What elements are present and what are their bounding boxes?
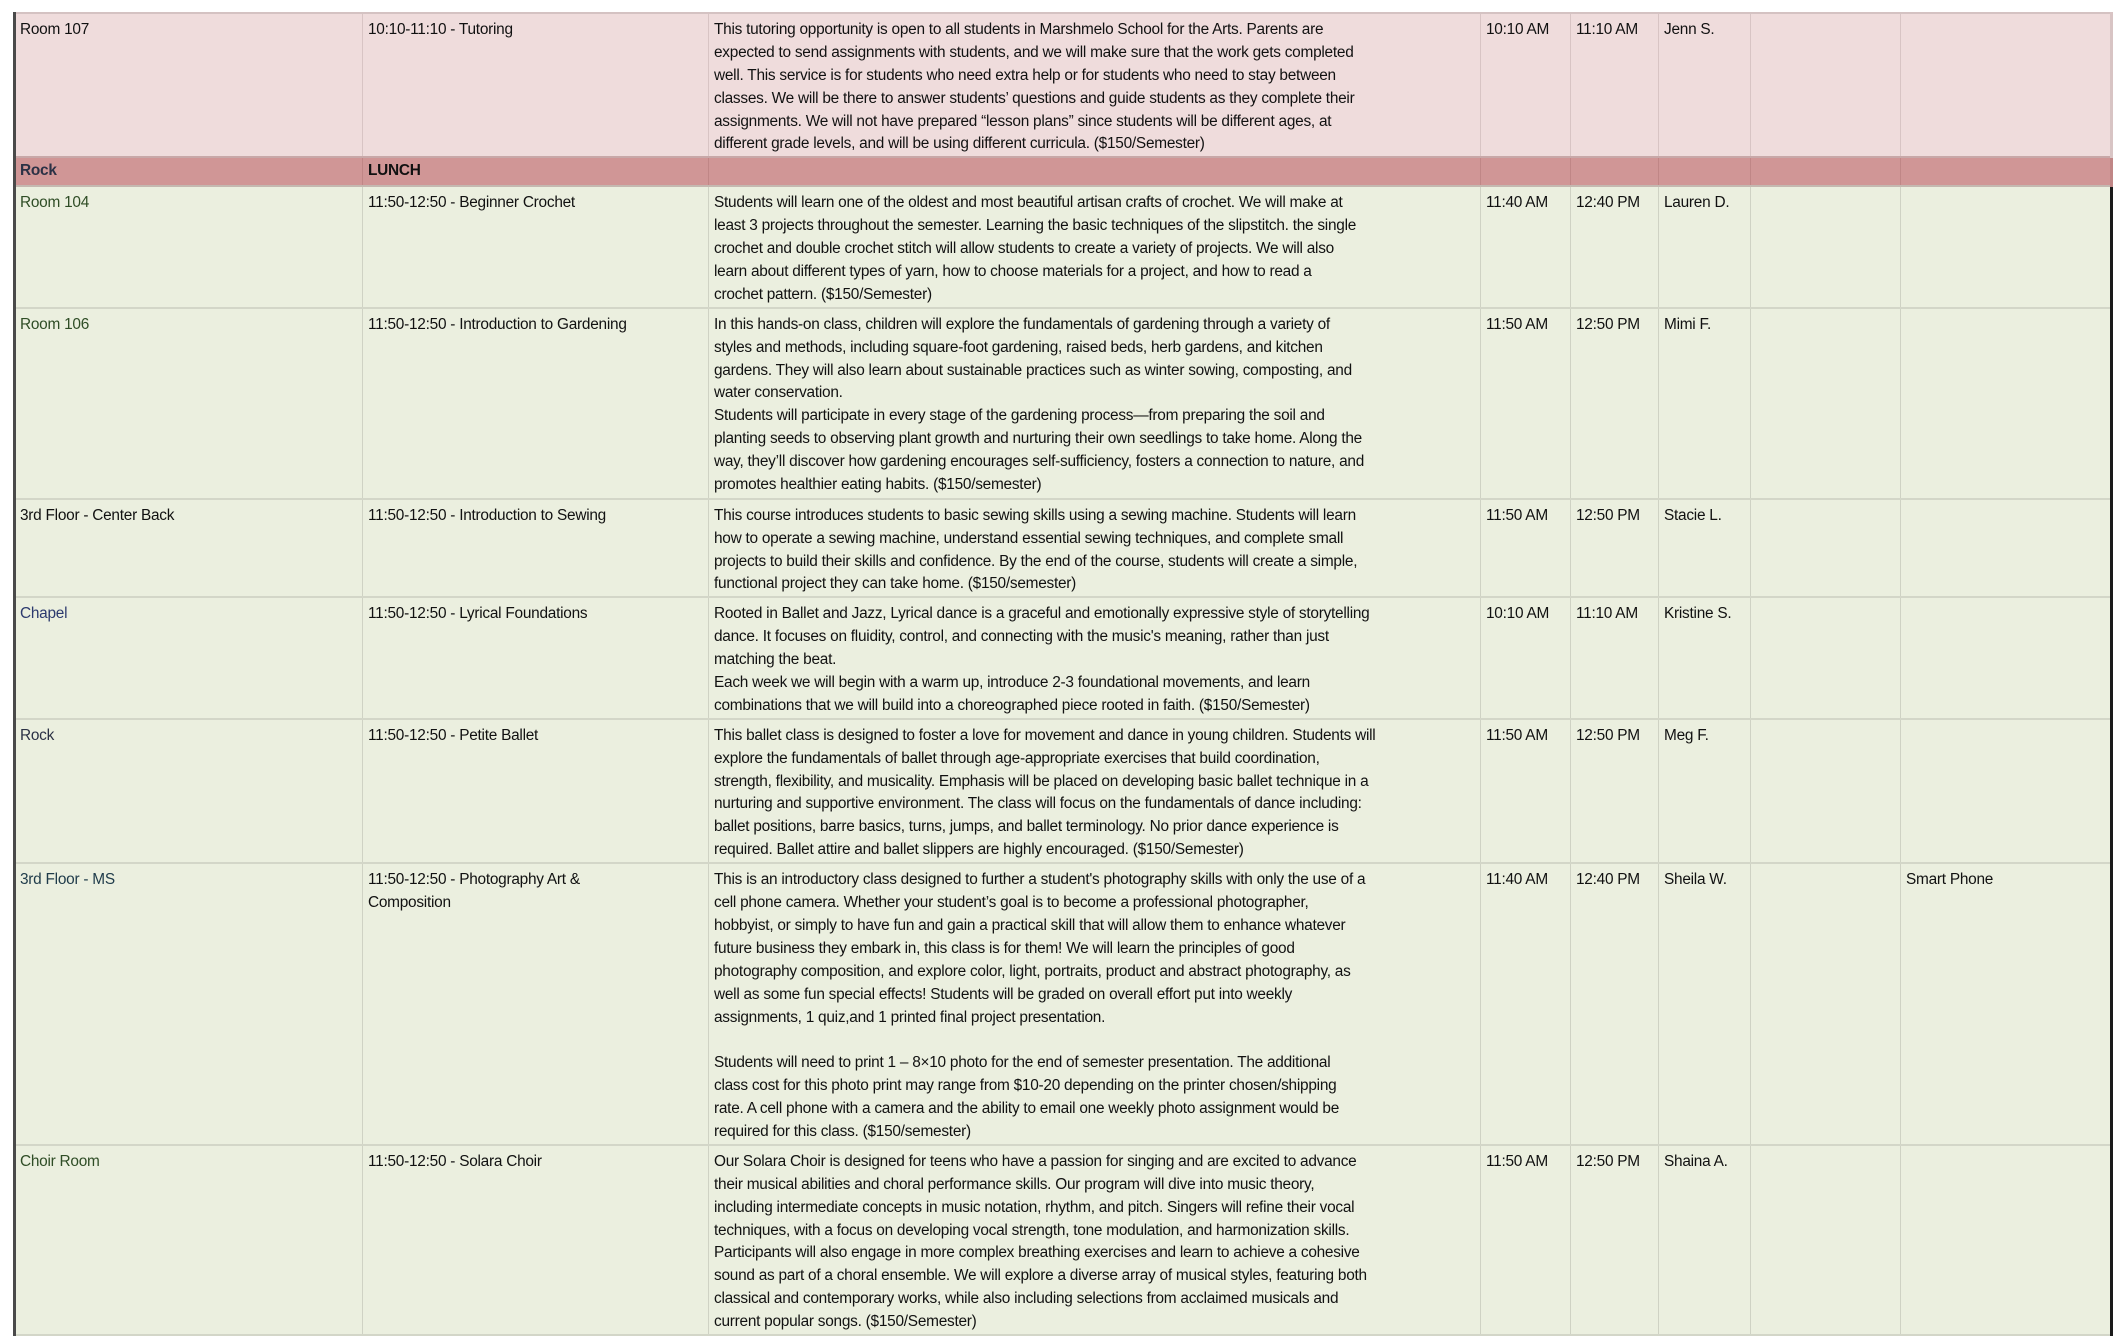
extra-cell[interactable]	[1751, 1145, 1901, 1335]
schedule-row-solara-choir	[15, 1145, 2112, 1335]
start-time-cell-text: 11:40 AM	[1486, 871, 1548, 889]
schedule-row-lunch	[15, 157, 2112, 186]
extra-cell[interactable]	[1751, 308, 1901, 499]
end-time-cell[interactable]	[1571, 499, 1659, 598]
extra-cell[interactable]	[1751, 157, 1901, 186]
supplies-cell[interactable]	[1901, 308, 2112, 499]
description-cell[interactable]	[709, 157, 1481, 186]
location-cell-text: Room 107	[20, 21, 90, 38]
teacher-cell-text: Sheila W.	[1664, 871, 1727, 889]
description-cell-line: styles and methods, including square-foot gardening, raised beds, herb gardens, and kitchen	[714, 338, 1323, 356]
location-cell-text: Choir Room	[20, 1152, 100, 1170]
description-cell-line: different grade levels, and will be using different curricula. ($150/Semester)	[714, 135, 1205, 153]
class-title-cell-line: 11:50-12:50 - Solara Choir	[368, 1152, 542, 1170]
teacher-cell-text: Kristine S.	[1664, 605, 1732, 623]
start-time-cell[interactable]	[1481, 308, 1571, 499]
end-time-cell-text: 11:10 AM	[1576, 21, 1638, 38]
start-time-cell[interactable]	[1481, 863, 1571, 1145]
description-cell-line: nurturing and supportive environment. The class will focus on the fundamentals of dance including:	[714, 795, 1362, 813]
description-cell-line: Rooted in Ballet and Jazz, Lyrical dance is a graceful and emotionally expressive style of storytelling	[714, 605, 1370, 623]
start-time-cell[interactable]	[1481, 13, 1571, 157]
description-cell[interactable]	[709, 186, 1481, 307]
location-cell[interactable]	[15, 499, 363, 598]
description-cell-line: promotes healthier eating habits. ($150/semester)	[714, 476, 1042, 494]
description-cell-line: This course introduces students to basic sewing skills using a sewing machine. Students will learn	[714, 506, 1356, 524]
extra-cell[interactable]	[1751, 719, 1901, 863]
class-title-cell[interactable]	[363, 13, 709, 157]
schedule-row-intro-gardening	[15, 308, 2112, 499]
extra-cell[interactable]	[1751, 863, 1901, 1145]
location-cell[interactable]	[15, 597, 363, 718]
end-time-cell-text: 11:10 AM	[1576, 605, 1638, 623]
description-cell-line: sound as part of a choral ensemble. We will explore a diverse array of musical styles, featuring both	[714, 1267, 1367, 1285]
description-cell-line: their musical abilities and choral performance skills. Our program will dive into music theory,	[714, 1175, 1315, 1193]
description-cell-line: current popular songs. ($150/Semester)	[714, 1313, 977, 1331]
description-cell-line: classical and contemporary works, while also including selections from acclaimed musicals and	[714, 1290, 1339, 1308]
location-cell-text: 3rd Floor - MS	[20, 871, 115, 889]
description-cell-line: classes. We will be there to answer students’ questions and guide students as they complete their	[714, 89, 1355, 107]
teacher-cell[interactable]	[1659, 308, 1751, 499]
class-title-cell-line: LUNCH	[368, 162, 421, 180]
description-cell[interactable]	[709, 13, 1481, 157]
location-cell-text: Room 106	[20, 315, 90, 333]
start-time-cell-text: 11:50 AM	[1486, 506, 1548, 524]
location-cell[interactable]	[15, 1145, 363, 1335]
schedule-row-petite-ballet	[15, 719, 2112, 863]
description-cell-line: techniques, with a focus on developing vocal strength, tone modulation, and harmonization skills.	[714, 1221, 1350, 1239]
class-title-cell-line: 11:50-12:50 - Petite Ballet	[368, 726, 539, 744]
extra-cell[interactable]	[1751, 13, 1901, 157]
end-time-cell[interactable]	[1571, 308, 1659, 499]
teacher-cell[interactable]	[1659, 13, 1751, 157]
schedule-table	[13, 12, 2113, 1336]
description-cell-line: crochet and double crochet stitch will allow students to create a variety of projects. We will also	[714, 240, 1334, 258]
class-title-cell[interactable]	[363, 863, 709, 1145]
class-title-cell-line: 11:50-12:50 - Introduction to Gardening	[368, 315, 627, 333]
description-cell-line: Students will learn one of the oldest and most beautiful artisan crafts of crochet. We will make at	[714, 194, 1343, 212]
start-time-cell-text: 11:50 AM	[1486, 726, 1548, 744]
description-cell-line: future business they embark in, this class is for them! We will learn the principles of good	[714, 939, 1295, 957]
description-cell-line: expected to send assignments with students, and we will make sure that the work gets completed	[714, 43, 1354, 61]
description-cell-line: required for this class. ($150/semester)	[714, 1122, 971, 1140]
description-cell-line: assignments. We will not have prepared “lesson plans” since students will be different ages, at	[714, 112, 1332, 130]
description-cell-line: This is an introductory class designed to further a student's photography skills with only the use of a	[714, 871, 1366, 889]
description-cell-line: functional project they can take home. ($150/semester)	[714, 575, 1077, 593]
end-time-cell[interactable]	[1571, 719, 1659, 863]
class-title-cell[interactable]	[363, 597, 709, 718]
description-cell-line: strength, flexibility, and musicality. Emphasis will be placed on developing basic ballet technique in a	[714, 772, 1369, 790]
teacher-cell-text: Lauren D.	[1664, 194, 1730, 212]
start-time-cell[interactable]	[1481, 499, 1571, 598]
class-title-cell-line: 11:50-12:50 - Photography Art &	[368, 871, 580, 889]
teacher-cell[interactable]	[1659, 719, 1751, 863]
description-cell-line: well as some fun special effects! Students will be graded on overall effort put into weekly	[714, 985, 1293, 1003]
location-cell-text: Room 104	[20, 194, 90, 212]
teacher-cell[interactable]	[1659, 597, 1751, 718]
description-cell[interactable]	[709, 719, 1481, 863]
start-time-cell[interactable]	[1481, 1145, 1571, 1335]
end-time-cell-text: 12:50 PM	[1576, 1152, 1640, 1170]
description-cell-line: way, they’ll discover how gardening encourages self-sufficiency, fosters a connection to nature, and	[714, 453, 1364, 471]
description-cell-line: combinations that we will build into a choreographed piece rooted in faith. ($150/Semester)	[714, 696, 1310, 714]
description-cell-line: planting seeds to observing plant growth and nurturing their own seedlings to take home. Along the	[714, 430, 1362, 448]
description-cell-line: well. This service is for students who need extra help or for students who need to stay between	[714, 66, 1336, 84]
description-cell-line: rate. A cell phone with a camera and the ability to email one weekly photo assignment would be	[714, 1100, 1340, 1118]
spreadsheet	[13, 12, 2113, 1336]
class-title-cell-line: 11:50-12:50 - Lyrical Foundations	[368, 605, 588, 623]
supplies-cell[interactable]	[1901, 1145, 2112, 1335]
description-cell-line: This tutoring opportunity is open to all students in Marshmelo School for the Arts. Parents are	[714, 21, 1324, 38]
class-title-cell-line: 10:10-11:10 - Tutoring	[368, 21, 513, 38]
description-cell[interactable]	[709, 499, 1481, 598]
teacher-cell[interactable]	[1659, 157, 1751, 186]
location-cell-text: Rock	[20, 726, 55, 744]
teacher-cell-text: Stacie L.	[1664, 506, 1722, 524]
end-time-cell-text: 12:40 PM	[1576, 871, 1640, 889]
description-cell-line: projects to build their skills and confidence. By the end of the course, students will create a simple,	[714, 552, 1358, 570]
end-time-cell[interactable]	[1571, 597, 1659, 718]
description-cell-line: Our Solara Choir is designed for teens who have a passion for singing and are excited to advance	[714, 1152, 1357, 1170]
schedule-row-tutoring	[15, 13, 2112, 157]
location-cell-text: 3rd Floor - Center Back	[20, 506, 175, 524]
end-time-cell-text: 12:50 PM	[1576, 315, 1640, 333]
teacher-cell-text: Meg F.	[1664, 726, 1709, 744]
start-time-cell-text: 10:10 AM	[1486, 605, 1550, 623]
class-title-cell-line: Composition	[368, 894, 451, 912]
end-time-cell[interactable]	[1571, 13, 1659, 157]
schedule-row-photography	[15, 863, 2112, 1145]
schedule-rows	[15, 13, 2112, 1335]
end-time-cell[interactable]	[1571, 157, 1659, 186]
description-cell-line: required. Ballet attire and ballet slippers are highly encouraged. ($150/Semester)	[714, 841, 1244, 859]
description-cell-line: learn about different types of yarn, how to choose materials for a project, and how to read a	[714, 263, 1312, 281]
location-cell[interactable]	[15, 308, 363, 499]
schedule-row-intro-sewing	[15, 499, 2112, 598]
description-cell[interactable]	[709, 308, 1481, 499]
start-time-cell[interactable]	[1481, 186, 1571, 307]
teacher-cell[interactable]	[1659, 863, 1751, 1145]
location-cell[interactable]	[15, 719, 363, 863]
supplies-cell[interactable]	[1901, 719, 2112, 863]
start-time-cell-text: 10:10 AM	[1486, 21, 1550, 38]
supplies-cell[interactable]	[1901, 499, 2112, 598]
class-title-cell[interactable]	[363, 499, 709, 598]
supplies-cell[interactable]	[1901, 13, 2112, 157]
description-cell[interactable]	[709, 597, 1481, 718]
schedule-row-lyrical-foundations	[15, 597, 2112, 718]
location-cell[interactable]	[15, 157, 363, 186]
description-cell-line: ballet positions, barre basics, turns, jumps, and ballet terminology. No prior dance experience is	[714, 818, 1339, 836]
end-time-cell-text: 12:50 PM	[1576, 726, 1640, 744]
description-cell-line: explore the fundamentals of ballet through age-appropriate exercises that build coordination,	[714, 749, 1320, 767]
location-cell[interactable]	[15, 186, 363, 307]
description-cell-line: cell phone camera. Whether your student’s goal is to become a professional photographer,	[714, 894, 1309, 912]
extra-cell[interactable]	[1751, 597, 1901, 718]
description-cell-line: including intermediate concepts in music notation, rhythm, and pitch. Singers will refine their vocal	[714, 1198, 1355, 1216]
class-title-cell-line: 11:50-12:50 - Beginner Crochet	[368, 194, 575, 212]
description-cell[interactable]	[709, 863, 1481, 1145]
description-cell-line: hobbyist, or simply to have fun and gain a practical skill that will allow them to enhance whatever	[714, 916, 1346, 934]
supplies-cell[interactable]	[1901, 186, 2112, 307]
class-title-cell[interactable]	[363, 308, 709, 499]
description-cell-line: In this hands-on class, children will explore the fundamentals of gardening through a variety of	[714, 315, 1330, 333]
description-cell-line: This ballet class is designed to foster a love for movement and dance in young children. Students will	[714, 726, 1376, 744]
teacher-cell[interactable]	[1659, 186, 1751, 307]
teacher-cell-text: Jenn S.	[1664, 21, 1715, 38]
location-cell[interactable]	[15, 863, 363, 1145]
description-cell-line: least 3 projects throughout the semester. Learning the basic techniques of the slipstitch. the single	[714, 217, 1357, 235]
description-cell-line: dance. It focuses on fluidity, control, and connecting with the music's meaning, rather than just	[714, 628, 1329, 646]
description-cell-line: Students will participate in every stage of the gardening process—from preparing the soil and	[714, 407, 1325, 425]
description-cell-line: Each week we will begin with a warm up, introduce 2-3 foundational movements, and learn	[714, 674, 1310, 692]
end-time-cell[interactable]	[1571, 863, 1659, 1145]
teacher-cell-text: Mimi F.	[1664, 315, 1711, 333]
location-cell-text: Chapel	[20, 605, 68, 623]
schedule-row-beginner-crochet	[15, 186, 2112, 307]
start-time-cell[interactable]	[1481, 719, 1571, 863]
description-cell-line: assignments, 1 quiz,and 1 printed final project presentation.	[714, 1008, 1106, 1026]
teacher-cell[interactable]	[1659, 1145, 1751, 1335]
location-cell-text: Rock	[20, 162, 57, 180]
description-cell-line: matching the beat.	[714, 651, 837, 669]
teacher-cell[interactable]	[1659, 499, 1751, 598]
start-time-cell-text: 11:40 AM	[1486, 194, 1548, 212]
class-title-cell[interactable]	[363, 186, 709, 307]
location-cell[interactable]	[15, 13, 363, 157]
class-title-cell-line: 11:50-12:50 - Introduction to Sewing	[368, 506, 606, 524]
description-cell[interactable]	[709, 1145, 1481, 1335]
start-time-cell[interactable]	[1481, 597, 1571, 718]
extra-cell[interactable]	[1751, 499, 1901, 598]
start-time-cell-text: 11:50 AM	[1486, 315, 1548, 333]
end-time-cell-text: 12:50 PM	[1576, 506, 1640, 524]
description-cell-line: class cost for this photo print may range from $10-20 depending on the printer chosen/shipping	[714, 1077, 1337, 1095]
description-cell-line: Participants will also engage in more complex breathing exercises and learn to achieve a cohesive	[714, 1244, 1360, 1262]
start-time-cell-text: 11:50 AM	[1486, 1152, 1548, 1170]
description-cell-line: gardens. They will also learn about sustainable practices such as winter sowing, composting, and	[714, 361, 1352, 379]
description-cell-line: water conservation.	[714, 384, 843, 402]
end-time-cell-text: 12:40 PM	[1576, 194, 1640, 212]
description-cell-line	[714, 1029, 1476, 1052]
supplies-cell[interactable]	[1901, 863, 2112, 1145]
description-cell-line: crochet pattern. ($150/Semester)	[714, 285, 932, 303]
end-time-cell[interactable]	[1571, 186, 1659, 307]
class-title-cell[interactable]	[363, 157, 709, 186]
supplies-cell[interactable]	[1901, 597, 2112, 718]
supplies-cell[interactable]	[1901, 157, 2112, 186]
end-time-cell[interactable]	[1571, 1145, 1659, 1335]
teacher-cell-text: Shaina A.	[1664, 1152, 1728, 1170]
supplies-cell-text: Smart Phone	[1906, 871, 1994, 889]
start-time-cell[interactable]	[1481, 157, 1571, 186]
description-cell-line: how to operate a sewing machine, understand essential sewing techniques, and complete small	[714, 529, 1344, 547]
class-title-cell[interactable]	[363, 719, 709, 863]
class-title-cell[interactable]	[363, 1145, 709, 1335]
description-cell-line: Students will need to print 1 – 8×10 photo for the end of semester presentation. The additional	[714, 1054, 1331, 1072]
extra-cell[interactable]	[1751, 186, 1901, 307]
description-cell-line: photography composition, and explore color, light, portraits, product and abstract photography, as	[714, 962, 1351, 980]
